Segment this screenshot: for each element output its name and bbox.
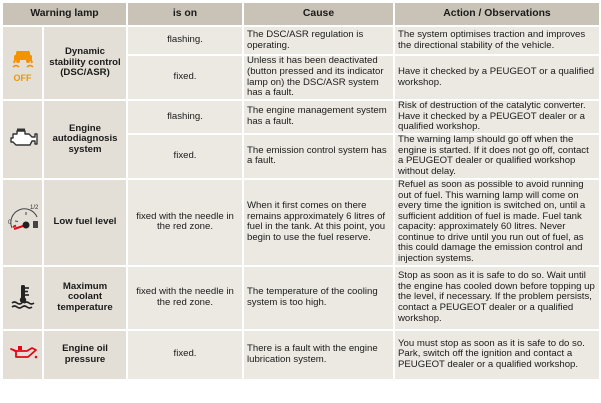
table-row [2, 266, 600, 330]
oil-action: You must stop as soon as it is safe to do so. Park, switch off the ignition and contact a PEUGEOT dealer or a qualified workshop. [394, 330, 600, 380]
coolant-lamp-name: Maximum coolant temperature [43, 266, 127, 330]
fuel-gauge-icon [6, 202, 42, 238]
oil-can-icon [8, 345, 38, 365]
dsc-off-label: OFF [13, 72, 32, 83]
header-cause: Cause [243, 2, 394, 26]
engine-check-icon [8, 127, 38, 153]
fuel-action: Refuel as soon as possible to avoid running out of fuel. This warning lamp will come on every time the ignition is switched on, until a sufficient addition of fuel is made. Fuel tank capacity: approximately 60 litres. Never continue to drive until you run out of fuel, as this could damage the emission control and injection systems. [394, 179, 600, 266]
header-action: Action / Observations [394, 2, 600, 26]
dsc-lamp-name: Dynamic stability control (DSC/ASR) [43, 26, 127, 100]
fuel-cause: When it first comes on there remains approximately 6 litres of fuel in the tank. At this point, you begin to use the fuel reserve. [243, 179, 394, 266]
dsc-flashing-action: The system optimises traction and improves the directional stability of the vehicle. [394, 26, 600, 55]
table-row [2, 26, 600, 55]
header-is-on: is on [127, 2, 243, 26]
engine-icon-cell [2, 100, 43, 179]
fuel-is-on: fixed with the needle in the red zone. [127, 179, 243, 266]
dsc-fixed-is-on: fixed. [127, 55, 243, 100]
coolant-is-on: fixed with the needle in the red zone. [127, 266, 243, 330]
engine-lamp-name: Engine autodiagnosis system [43, 100, 127, 179]
coolant-temperature-icon [10, 283, 36, 313]
oil-lamp-name: Engine oil pressure [43, 330, 127, 380]
header-warning-lamp: Warning lamp [2, 2, 127, 26]
dsc-flashing-cause: The DSC/ASR regulation is operating. [243, 26, 394, 55]
oil-icon-cell [2, 330, 43, 380]
engine-fixed-action: The warning lamp should go off when the engine is started. If it does not go off, contact a PEUGEOT dealer or qualified workshop without delay. [394, 134, 600, 179]
engine-flashing-action: Risk of destruction of the catalytic converter. Have it checked by a PEUGEOT dealer or a qualified workshop. [394, 100, 600, 134]
engine-flashing-cause: The engine management system has a fault. [243, 100, 394, 134]
fuel-lamp-name: Low fuel level [43, 179, 127, 266]
gauge-mark-zero: 0 [8, 220, 12, 227]
coolant-icon-cell [2, 266, 43, 330]
table-row [2, 330, 600, 380]
table-header-row [2, 2, 600, 26]
fuel-icon-cell [2, 179, 43, 266]
coolant-cause: The temperature of the cooling system is too high. [243, 266, 394, 330]
dsc-fixed-cause: Unless it has been deactivated (button pressed and its indicator lamp on) the DSC/ASR system has a fault. [243, 55, 394, 100]
engine-fixed-is-on: fixed. [127, 134, 243, 179]
warning-lamp-table [1, 1, 601, 381]
gauge-mark-half: 1/2 [30, 205, 39, 212]
coolant-action: Stop as soon as it is safe to do so. Wait until the engine has cooled down before topping up the level, if necessary. If the problem persists, contact a PEUGEOT dealer or a qualified workshop. [394, 266, 600, 330]
dsc-icon-cell [2, 26, 43, 100]
table-row [2, 179, 600, 266]
dsc-flashing-is-on: flashing. [127, 26, 243, 55]
oil-is-on: fixed. [127, 330, 243, 380]
table-row [2, 100, 600, 134]
dsc-fixed-action: Have it checked by a PEUGEOT or a qualified workshop. [394, 55, 600, 100]
dsc-off-icon [10, 42, 36, 83]
engine-fixed-cause: The emission control system has a fault. [243, 134, 394, 179]
oil-cause: There is a fault with the engine lubrication system. [243, 330, 394, 380]
engine-flashing-is-on: flashing. [127, 100, 243, 134]
